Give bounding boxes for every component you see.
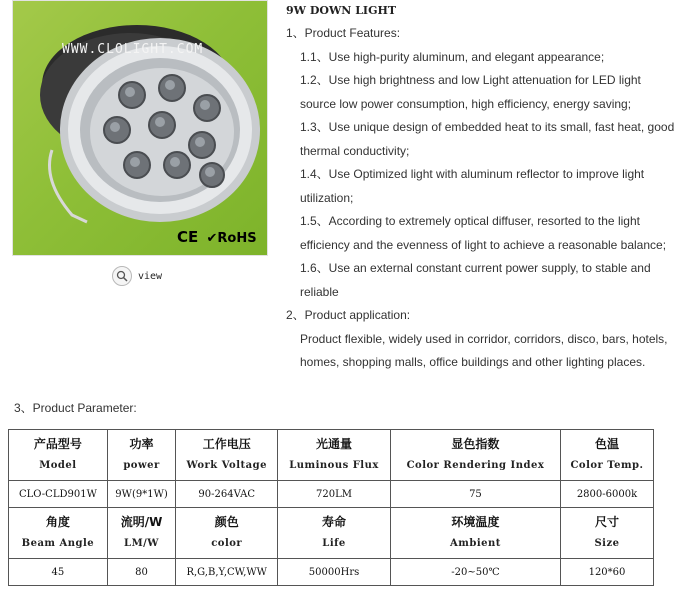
website-watermark: WWW.CLOLIGHT.COM bbox=[62, 42, 204, 57]
value-cell: -20~50℃ bbox=[390, 559, 560, 586]
product-photo[interactable] bbox=[12, 0, 268, 256]
application-text: Product flexible, widely used in corridor, corridors, disco, bars, hotels, homes, shopping malls, office buildings and other lighting places. bbox=[300, 331, 668, 369]
certification-marks bbox=[177, 228, 257, 246]
value-cell: 9W(9*1W) bbox=[107, 481, 175, 508]
header-cell: 光通量 Luminous Flux bbox=[278, 430, 391, 481]
header-cell: 产品型号 Model bbox=[9, 430, 108, 481]
rohs-mark: ✔RoHS bbox=[206, 231, 257, 246]
header-cell: 尺寸 Size bbox=[560, 508, 653, 559]
header-cell: 显色指数 Color Rendering Index bbox=[390, 430, 560, 481]
product-title: 9W DOWN LIGHT bbox=[286, 4, 397, 17]
feature-item: 1.1、Use high-purity aluminum, and elegant appearance; bbox=[300, 49, 605, 64]
ce-mark: CE bbox=[177, 228, 199, 246]
value-cell: 45 bbox=[9, 559, 108, 586]
header-cell: 寿命 Life bbox=[278, 508, 391, 559]
value-cell: 720LM bbox=[278, 481, 391, 508]
value-cell: R,G,B,Y,CW,WW bbox=[176, 559, 278, 586]
value-cell: 50000Hrs bbox=[278, 559, 391, 586]
zoom-button[interactable] bbox=[112, 266, 132, 286]
value-cell: 90-264VAC bbox=[176, 481, 278, 508]
table-header-row bbox=[9, 508, 654, 559]
parameter-heading: 3、Product Parameter: bbox=[14, 401, 137, 415]
header-cell: 色温 Color Temp. bbox=[560, 430, 653, 481]
table-row bbox=[9, 481, 654, 508]
feature-item: 1.2、Use high brightness and low Light attenuation for LED light source low power consumption, high efficiency, energy saving; bbox=[300, 73, 641, 111]
magnifier-icon bbox=[116, 270, 128, 282]
view-label[interactable]: view bbox=[138, 270, 163, 282]
value-cell: CLO-CLD901W bbox=[9, 481, 108, 508]
value-cell: 2800-6000k bbox=[560, 481, 653, 508]
product-description bbox=[286, 0, 678, 375]
feature-item: 1.3、Use unique design of embedded heat to its small, fast heat, good thermal conductivity; bbox=[300, 120, 675, 158]
value-cell: 80 bbox=[107, 559, 175, 586]
view-control bbox=[112, 266, 162, 286]
features-heading: 1、Product Features: bbox=[286, 26, 401, 40]
parameter-table bbox=[8, 429, 654, 586]
feature-item: 1.4、Use Optimized light with aluminum reflector to improve light utilization; bbox=[300, 167, 645, 205]
header-cell: 角度 Beam Angle bbox=[9, 508, 108, 559]
value-cell: 75 bbox=[390, 481, 560, 508]
application-heading: 2、Product application: bbox=[286, 308, 411, 322]
header-cell: 颜色 color bbox=[176, 508, 278, 559]
header-cell: 工作电压 Work Voltage bbox=[176, 430, 278, 481]
feature-item: 1.5、According to extremely optical diffuser, resorted to the light efficiency and the evenness of light to achieve a reasonable balance; bbox=[300, 214, 667, 252]
header-cell: 功率 power bbox=[107, 430, 175, 481]
feature-item: 1.6、Use an external constant current power supply, to stable and reliable bbox=[300, 261, 651, 299]
header-cell: 流明/W LM/W bbox=[107, 508, 175, 559]
table-header-row bbox=[9, 430, 654, 481]
downlight-illustration bbox=[12, 0, 268, 256]
value-cell: 120*60 bbox=[560, 559, 653, 586]
table-row bbox=[9, 559, 654, 586]
header-cell: 环境温度 Ambient bbox=[390, 508, 560, 559]
